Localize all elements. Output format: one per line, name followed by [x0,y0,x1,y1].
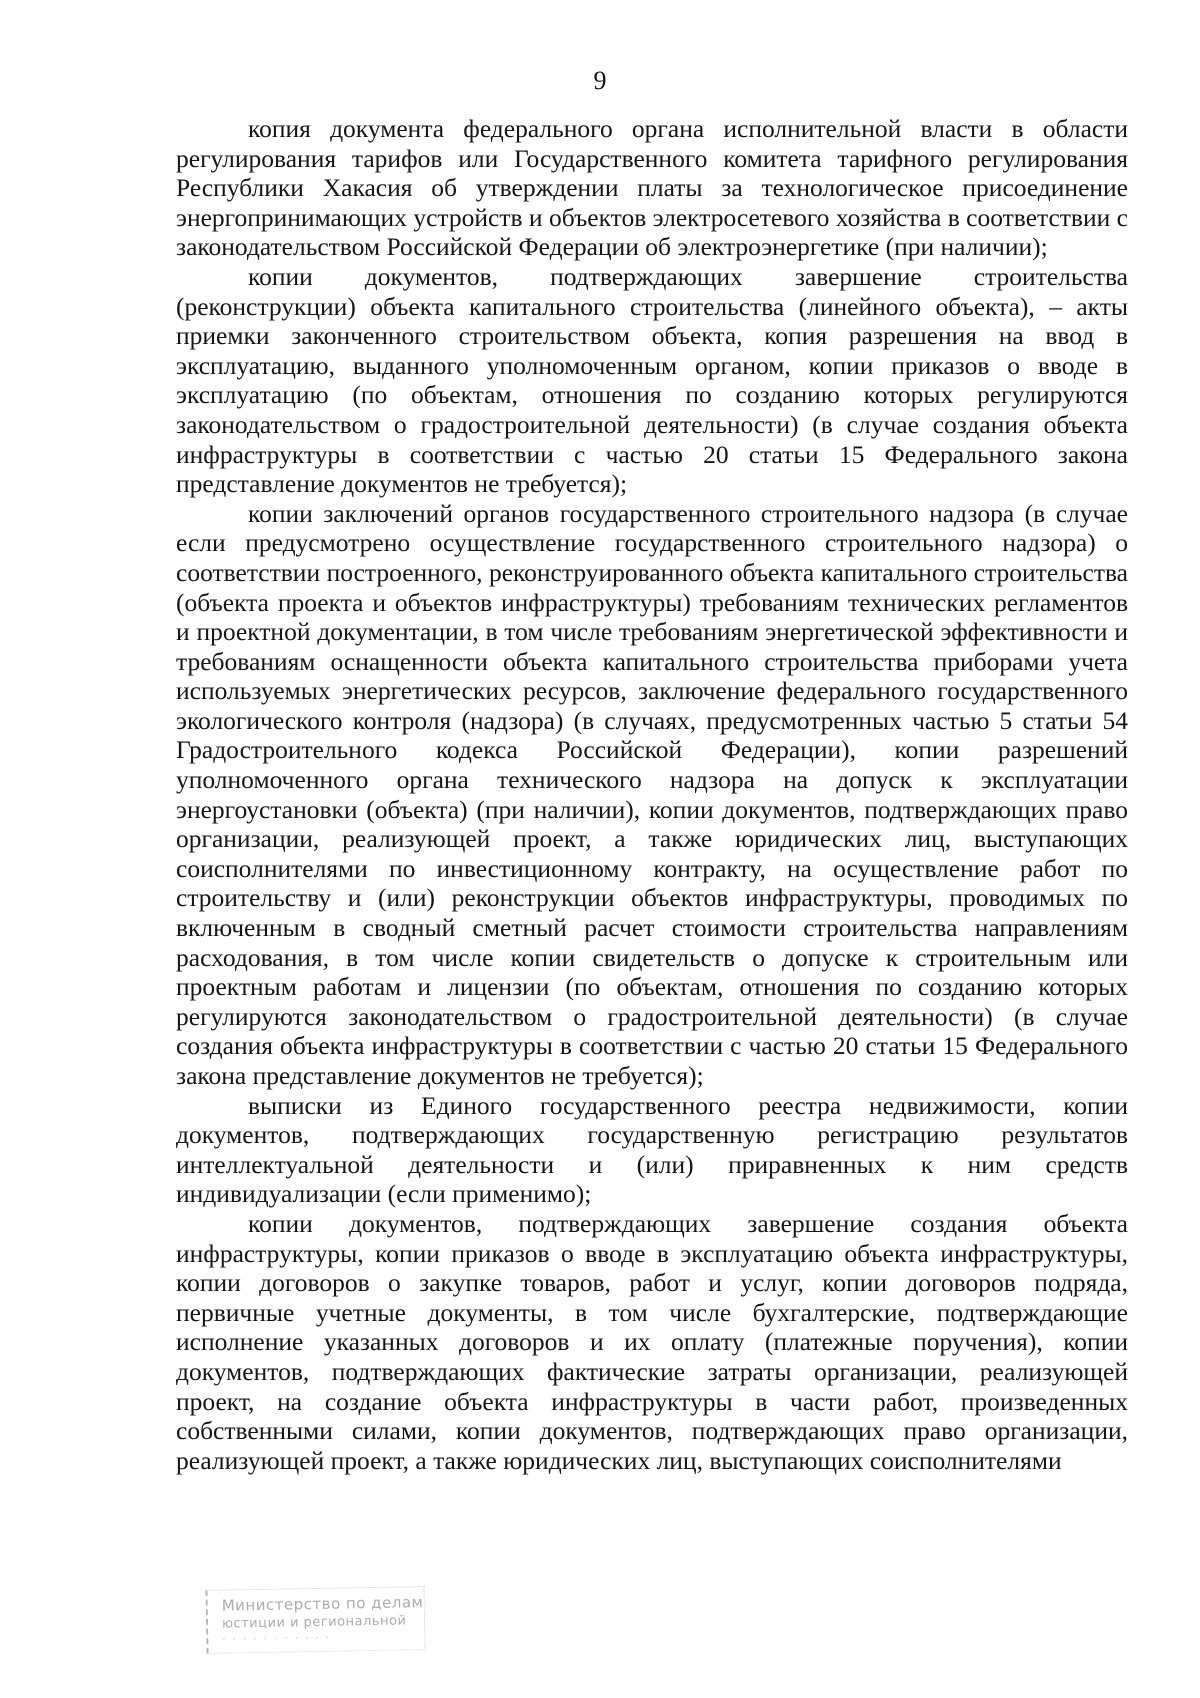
paragraph-tariff-document-copy: копия документа федерального органа исполнительной власти в области регулирования тарифов или Государственного комитета тарифного регулирования Республики Хакасия об утверждении платы за технологическое присоединение энергопринимающих устройств и объектов электросетевого хозяйства в соответствии с законодательством Российской Федерации об электроэнергетике (при наличии); [176,114,1128,262]
paragraph-construction-completion-docs: копии документов, подтверждающих завершение строительства (реконструкции) объекта капитального строительства (линейного объекта), – акты приемки законченного строительством объекта, копия разрешения на ввод в эксплуатацию, выданного уполномоченным органом, копии приказов о вводе в эксплуатацию (по объектам, отношения по созданию которых регулируются законодательством о градостроительной деятельности) (в случае создания объекта инфраструктуры в соответствии с частью 20 статьи 15 Федерального закона представление документов не требуется); [176,261,1128,499]
stamp-line-justice: юстиции и региональной [221,1613,407,1632]
ministry-stamp [205,1586,425,1654]
paragraph-infrastructure-completion-docs: копии документов, подтверждающих завершение создания объекта инфраструктуры, копии приказов о вводе в эксплуатацию объекта инфраструктуры, копии договоров о закупке товаров, работ и услуг, копии договоров подряда, первичные учетные документы, в том числе бухгалтерские, подтверждающие исполнение указанных договоров и их оплату (платежные поручения), копии документов, подтверждающих фактические затраты организации, реализующей проект, на создание объекта инфраструктуры в части работ, произведенных собственными силами, копии документов, подтверждающих право организации, реализующей проект, а также юридических лиц, выступающих соисполнителями [176,1208,1128,1475]
page-number: 9 [593,66,607,95]
document-body [176,114,1128,1475]
paragraph-supervision-conclusions: копии заключений органов государственного строительного надзора (в случае если предусмотрено осуществление государственного строительного надзора) о соответствии построенного, реконструированного объекта капитального строительства (объекта проекта и объектов инфраструктуры) требованиям технических регламентов и проектной документации, в том числе требованиям энергетической эффективности и требованиям оснащенности объекта капитального строительства приборами учета используемых энергетических ресурсов, заключение федерального государственного экологического контроля (надзора) (в случаях, предусмотренных частью 5 статьи 54 Градостроительного кодекса Российской Федерации), копии разрешений уполномоченного органа технического надзора на допуск к эксплуатации энергоустановки (объекта) (при наличии), копии документов, подтверждающих право организации, реализующей проект, а также юридических лиц, выступающих соисполнителями по инвестиционному контракту, на осуществление работ по строительству и (или) реконструкции объектов инфраструктуры, проводимых по включенным в сводный сметный расчет стоимости строительства направлениям расходования, в том числе копии свидетельств о допуске к строительным или проектным работам и лицензии (по объектам, отношения по созданию которых регулируются законодательством о градостроительной деятельности) (в случае создания объекта инфраструктуры в соответствии с частью 20 статьи 15 Федерального закона представление документов не требуется); [176,498,1128,1090]
paragraph-real-estate-register-extracts: выписки из Единого государственного реестра недвижимости, копии документов, подтверждающих государственную регистрацию результатов интеллектуальной деятельности и (или) приравненных к ним средств индивидуализации (если применимо); [176,1090,1128,1209]
stamp-line-faded: · · · · · · · · · · · [222,1632,332,1646]
stamp-line-ministry: Министерство по делам [221,1593,424,1615]
